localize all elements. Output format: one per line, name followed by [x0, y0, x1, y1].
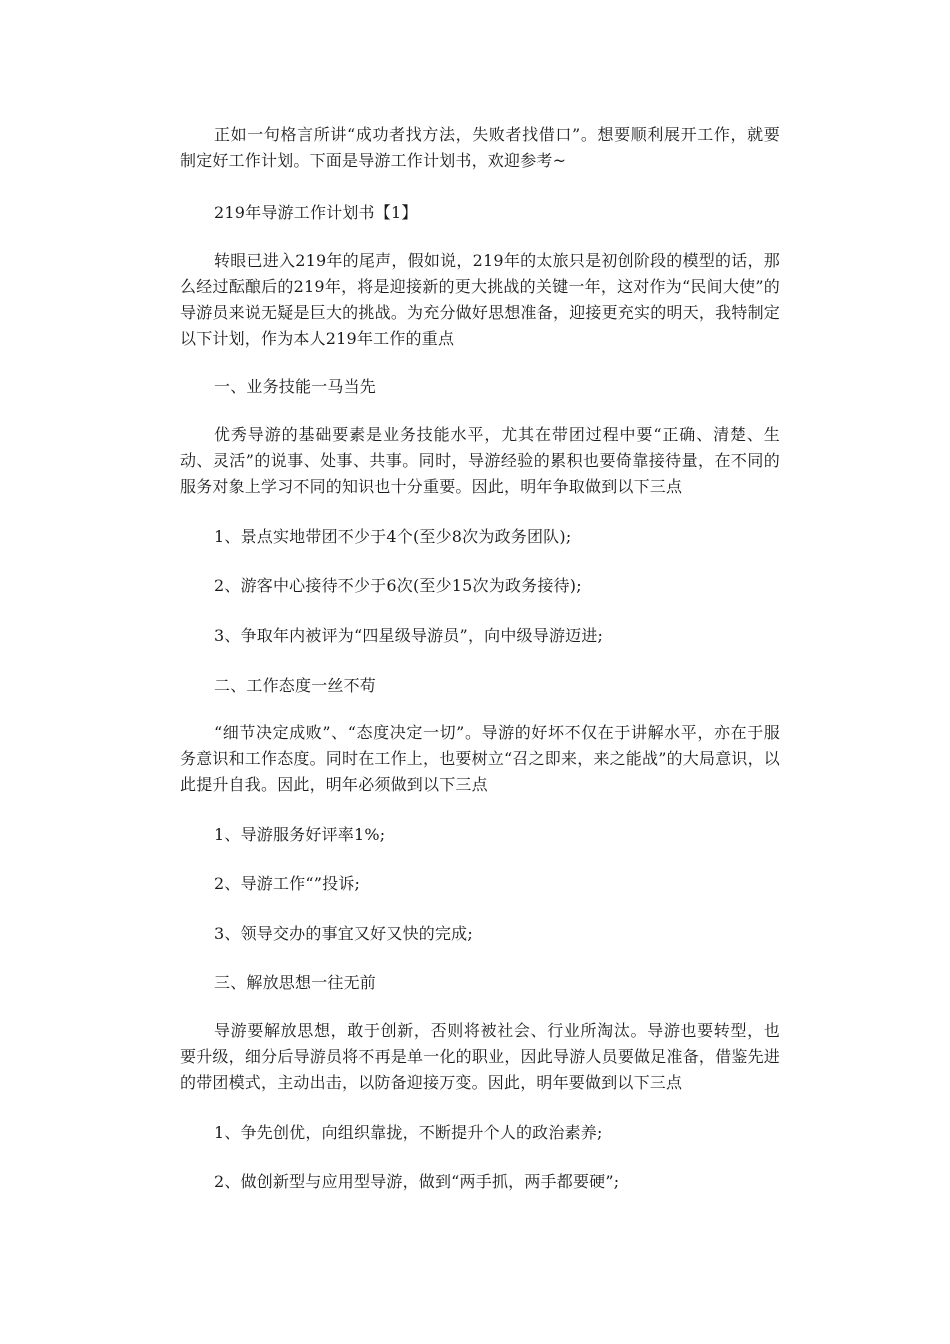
section-3-item-1 [180, 1120, 780, 1146]
section-title-text: 二、工作态度一丝不苟 [214, 676, 377, 695]
section-body-text: 导游要解放思想，敢于创新，否则将被社会、行业所淘汰。导游也要转型，也要升级，细分后导游员将不再是单一化的职业，因此导游人员要做足准备，借鉴先进的带团模式，主动出击，以防备迎接万变。因此，明年要做到以下三点 [180, 1021, 780, 1092]
section-body-text: 优秀导游的基础要素是业务技能水平，尤其在带团过程中要“正确、清楚、生动、灵活”的说事、处事、共事。同时，导游经验的累积也要倚靠接待量，在不同的服务对象上学习不同的知识也十分重要。因此，明年争取做到以下三点 [180, 425, 780, 496]
section-2-title [180, 673, 780, 699]
list-item: 2、做创新型与应用型导游，做到“两手抓，两手都要硬”; [214, 1172, 620, 1191]
document-heading [180, 200, 780, 226]
section-2-item-3 [180, 921, 780, 947]
section-1-body [180, 422, 780, 500]
opening-paragraph [180, 248, 780, 352]
list-item: 3、争取年内被评为“四星级导游员”，向中级导游迈进; [214, 626, 604, 645]
list-item: 1、导游服务好评率1%; [214, 825, 386, 844]
section-1-item-3 [180, 623, 780, 649]
intro-paragraph [180, 122, 780, 174]
section-title-text: 三、解放思想一往无前 [214, 973, 377, 992]
section-3-title [180, 970, 780, 996]
section-2-body [180, 720, 780, 798]
list-item: 2、游客中心接待不少于6次(至少15次为政务接待); [214, 576, 582, 595]
list-item: 2、导游工作“”投诉; [214, 874, 361, 893]
list-item: 3、领导交办的事宜又好又快的完成; [214, 924, 473, 943]
section-2-item-2 [180, 871, 780, 897]
section-body-text: “细节决定成败”、“态度决定一切”。导游的好坏不仅在于讲解水平，亦在于服务意识和工作态度。同时在工作上，也要树立“召之即来，来之能战”的大局意识，以此提升自我。因此，明年必须做到以下三点 [180, 723, 780, 794]
opening-text: 转眼已进入219年的尾声，假如说，219年的太旅只是初创阶段的模型的话，那么经过酝酿后的219年，将是迎接新的更大挑战的关键一年，这对作为“民间大使”的导游员来说无疑是巨大的挑战。为充分做好思想准备，迎接更充实的明天，我特制定以下计划，作为本人219年工作的重点 [180, 251, 780, 348]
section-1-title [180, 374, 780, 400]
section-1-item-1 [180, 524, 780, 550]
list-item: 1、争先创优，向组织靠拢，不断提升个人的政治素养; [214, 1123, 603, 1142]
section-title-text: 一、业务技能一马当先 [214, 377, 377, 396]
section-3-body [180, 1018, 780, 1096]
list-item: 1、景点实地带团不少于4个(至少8次为政务团队); [214, 527, 572, 546]
section-1-item-2 [180, 573, 780, 599]
heading-text: 219年导游工作计划书【1】 [214, 203, 418, 222]
section-2-item-1 [180, 822, 780, 848]
intro-text: 正如一句格言所讲“成功者找方法，失败者找借口”。想要顺利展开工作，就要制定好工作计划。下面是导游工作计划书，欢迎参考~ [180, 125, 780, 170]
section-3-item-2 [180, 1169, 780, 1195]
